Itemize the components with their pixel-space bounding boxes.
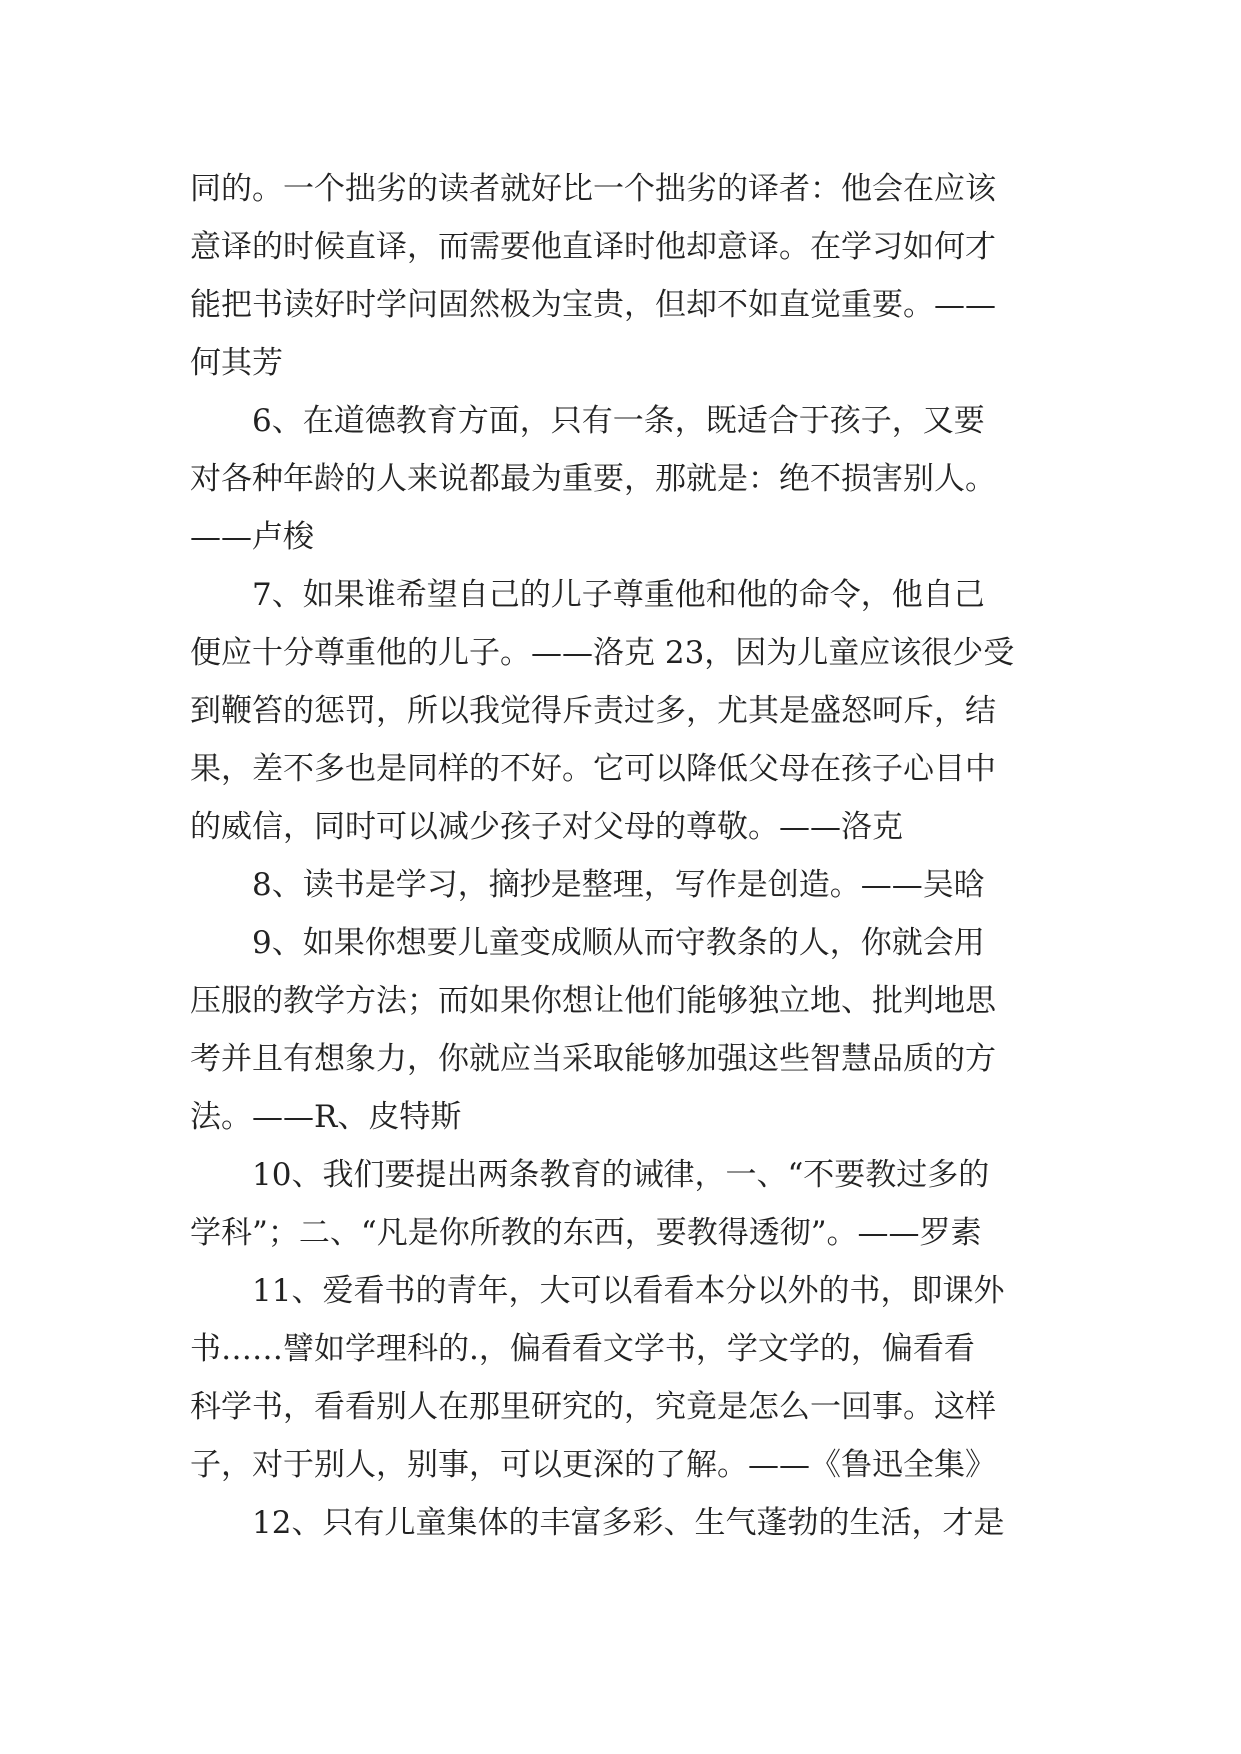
text-line: 能把书读好时学问固然极为宝贵，但却不如直觉重要。—— — [190, 287, 996, 323]
text-line: 6、在道德教育方面，只有一条，既适合于孩子，又要 — [252, 403, 985, 439]
body-text — [190, 160, 1070, 1552]
text-line: 法。——R、皮特斯 — [190, 1099, 462, 1135]
text-line: 意译的时候直译，而需要他直译时他却意译。在学习如何才 — [190, 229, 996, 265]
text-line: 8、读书是学习，摘抄是整理，写作是创造。——吴晗 — [252, 867, 985, 903]
text-line: 何其芳 — [190, 345, 283, 381]
text-line: 的威信，同时可以减少孩子对父母的尊敬。——洛克 — [190, 809, 903, 845]
text-line: 11、爱看书的青年，大可以看看本分以外的书，即课外 — [252, 1273, 1005, 1309]
text-line: 12、只有儿童集体的丰富多彩、生气蓬勃的生活，才是 — [252, 1505, 1005, 1541]
text-line: ——卢梭 — [190, 519, 314, 555]
text-line: 10、我们要提出两条教育的诫律，一、“不要教过多的 — [252, 1157, 990, 1193]
text-line: 对各种年龄的人来说都最为重要，那就是：绝不损害别人。 — [190, 461, 996, 497]
text-line: 考并且有想象力，你就应当采取能够加强这些智慧品质的方 — [190, 1041, 996, 1077]
text-line: 子，对于别人，别事，可以更深的了解。——《鲁迅全集》 — [190, 1447, 996, 1483]
text-line: 便应十分尊重他的儿子。——洛克 23，因为儿童应该很少受 — [190, 635, 1015, 671]
text-line: 书……譬如学理科的.，偏看看文学书，学文学的，偏看看 — [190, 1331, 975, 1367]
text-line: 果，差不多也是同样的不好。它可以降低父母在孩子心目中 — [190, 751, 996, 787]
text-line: 到鞭笞的惩罚，所以我觉得斥责过多，尤其是盛怒呵斥，结 — [190, 693, 996, 729]
text-line: 7、如果谁希望自己的儿子尊重他和他的命令，他自己 — [252, 577, 985, 613]
text-line: 科学书，看看别人在那里研究的，究竟是怎么一回事。这样 — [190, 1389, 996, 1425]
text-line: 学科”；二、“凡是你所教的东西，要教得透彻”。——罗素 — [190, 1215, 982, 1251]
text-line: 压服的教学方法；而如果你想让他们能够独立地、批判地思 — [190, 983, 996, 1019]
text-line: 同的。一个拙劣的读者就好比一个拙劣的译者：他会在应该 — [190, 171, 996, 207]
text-line: 9、如果你想要儿童变成顺从而守教条的人，你就会用 — [252, 925, 985, 961]
